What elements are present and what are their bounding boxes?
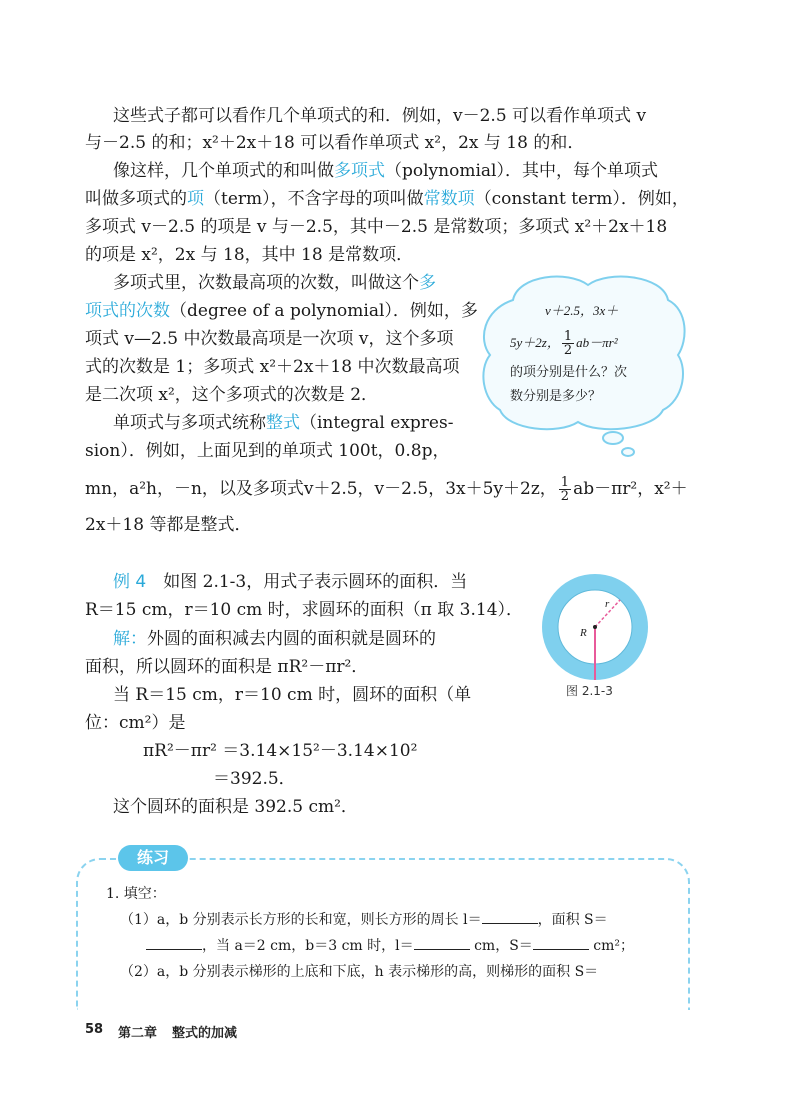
bubble-line: 数分别是多少？ (510, 389, 602, 404)
chapter-label: 第二章 (118, 1026, 158, 1041)
paragraph-line: 是二次项 x²，这个多项式的次数是 2． (85, 385, 379, 405)
bubble-line (510, 330, 618, 357)
text: cm²； (593, 938, 634, 954)
text: 5y＋2z， (510, 335, 560, 350)
bubble-line: v＋2.5，3x＋ (545, 303, 619, 318)
chapter-title: 整式的加减 (172, 1026, 238, 1041)
formula-line: ＝392.5． (213, 769, 296, 789)
paragraph-line: 位：cm²）是 (85, 713, 186, 733)
formula-line: πR²－πr² ＝3.14×15²－3.14×10² (143, 741, 418, 761)
text: 多项式里，次数最高项的次数，叫做这个 (113, 273, 419, 293)
text: 如图 2.1-3，用式子表示圆环的面积．当 (163, 572, 468, 592)
text: ab－πr²，x²＋ (573, 479, 688, 499)
text: 单项式与多项式统称 (113, 413, 266, 433)
paragraph-line (113, 159, 658, 183)
paragraph-line (113, 570, 467, 594)
answer-blank[interactable] (414, 935, 470, 950)
text: （polynomial）．其中，每个单项式 (385, 161, 658, 181)
figure-caption: 图 2.1-3 (566, 684, 613, 698)
label-R: R (580, 627, 587, 639)
text: 外圆的面积减去内圆的面积就是圆环的 (147, 629, 436, 649)
bubble-dot (622, 448, 634, 456)
text: mn，a²h，－n，以及多项式v＋2.5，v－2.5，3x＋5y＋2z， (85, 479, 557, 499)
paragraph-line: 这些式子都可以看作几个单项式的和．例如，v－2.5 可以看作单项式 v (113, 106, 647, 126)
text: ，当 a＝2 cm，b＝3 cm 时，l＝ (202, 938, 414, 954)
paragraph-line: 与－2.5 的和；x²＋2x＋18 可以看作单项式 x²，2x 与 18 的和． (85, 133, 585, 153)
exercise-frame (76, 858, 690, 1010)
term-constant: 常数项 (423, 189, 475, 209)
paragraph-line: 式的次数是 1；多项式 x²＋2x＋18 中次数最高项 (85, 357, 460, 377)
text: cm，S＝ (474, 938, 533, 954)
paragraph-line (85, 187, 689, 211)
paragraph-line (85, 299, 478, 323)
answer-blank[interactable] (482, 909, 538, 924)
center-point (593, 625, 597, 629)
exercise-item: （2）a，b 分别表示梯形的上底和下底，h 表示梯形的高，则梯形的面积 S＝ (120, 964, 599, 980)
text: （degree of a polynomial）．例如，多 (170, 301, 478, 321)
text: （constant term）．例如， (474, 189, 689, 209)
paragraph-line: R＝15 cm，r＝10 cm 时，求圆环的面积（π 取 3.14）． (85, 600, 524, 620)
fraction: $\frac{1}{2}$ (560, 475, 570, 504)
text: ab－πr² (576, 335, 618, 350)
bubble-dot (603, 432, 623, 444)
paragraph-line (113, 411, 453, 435)
paragraph-line (113, 271, 436, 295)
term-term: 项 (187, 189, 204, 209)
label-r: r (605, 598, 610, 610)
term-integral: 整式 (266, 413, 300, 433)
paragraph-line: 当 R＝15 cm，r＝10 cm 时，圆环的面积（单 (113, 685, 472, 705)
exercise-item (146, 935, 634, 957)
text: （1）a，b 分别表示长方形的长和宽，则长方形的周长 l＝ (120, 912, 482, 928)
term-degree: 项式的次数 (85, 301, 170, 321)
answer-blank[interactable] (146, 935, 202, 950)
exercise-item (120, 909, 608, 931)
paragraph-line (85, 476, 688, 503)
solution-label: 解： (113, 629, 147, 649)
paragraph-line: 2x＋18 等都是整式． (85, 515, 252, 535)
paragraph-line: 这个圆环的面积是 392.5 cm²． (113, 797, 358, 817)
term-degree: 多 (419, 273, 436, 293)
paragraph-line: 面积，所以圆环的面积是 πR²－πr²． (85, 657, 369, 677)
annulus-figure (540, 572, 650, 682)
paragraph-line (113, 627, 436, 651)
paragraph-line: 多项式 v－2.5 的项是 v 与－2.5，其中－2.5 是常数项；多项式 x²＋2x＋18 (85, 217, 668, 237)
exercise-question: 1. 填空： (106, 886, 166, 902)
paragraph-line: sion）．例如，上面见到的单项式 100t，0.8p， (85, 441, 450, 461)
paragraph-line: 项式 v—2.5 中次数最高项是一次项 v，这个多项 (85, 329, 454, 349)
exercise-badge: 练习 (118, 845, 188, 871)
text: （term），不含字母的项叫做 (204, 189, 424, 209)
text: ，面积 S＝ (537, 912, 608, 928)
text: 叫做多项式的 (85, 189, 187, 209)
example-label: 例 4 (113, 572, 147, 592)
page-number: 58 (85, 1022, 104, 1037)
answer-blank[interactable] (533, 935, 589, 950)
bubble-line: 的项分别是什么？次 (510, 365, 628, 380)
text: 像这样，几个单项式的和叫做 (113, 161, 334, 181)
fraction: $\frac{1}{2}$ (563, 329, 573, 358)
text: （integral expres- (300, 413, 454, 433)
term-polynomial: 多项式 (334, 161, 385, 181)
paragraph-line: 的项是 x²，2x 与 18，其中 18 是常数项． (85, 245, 414, 265)
